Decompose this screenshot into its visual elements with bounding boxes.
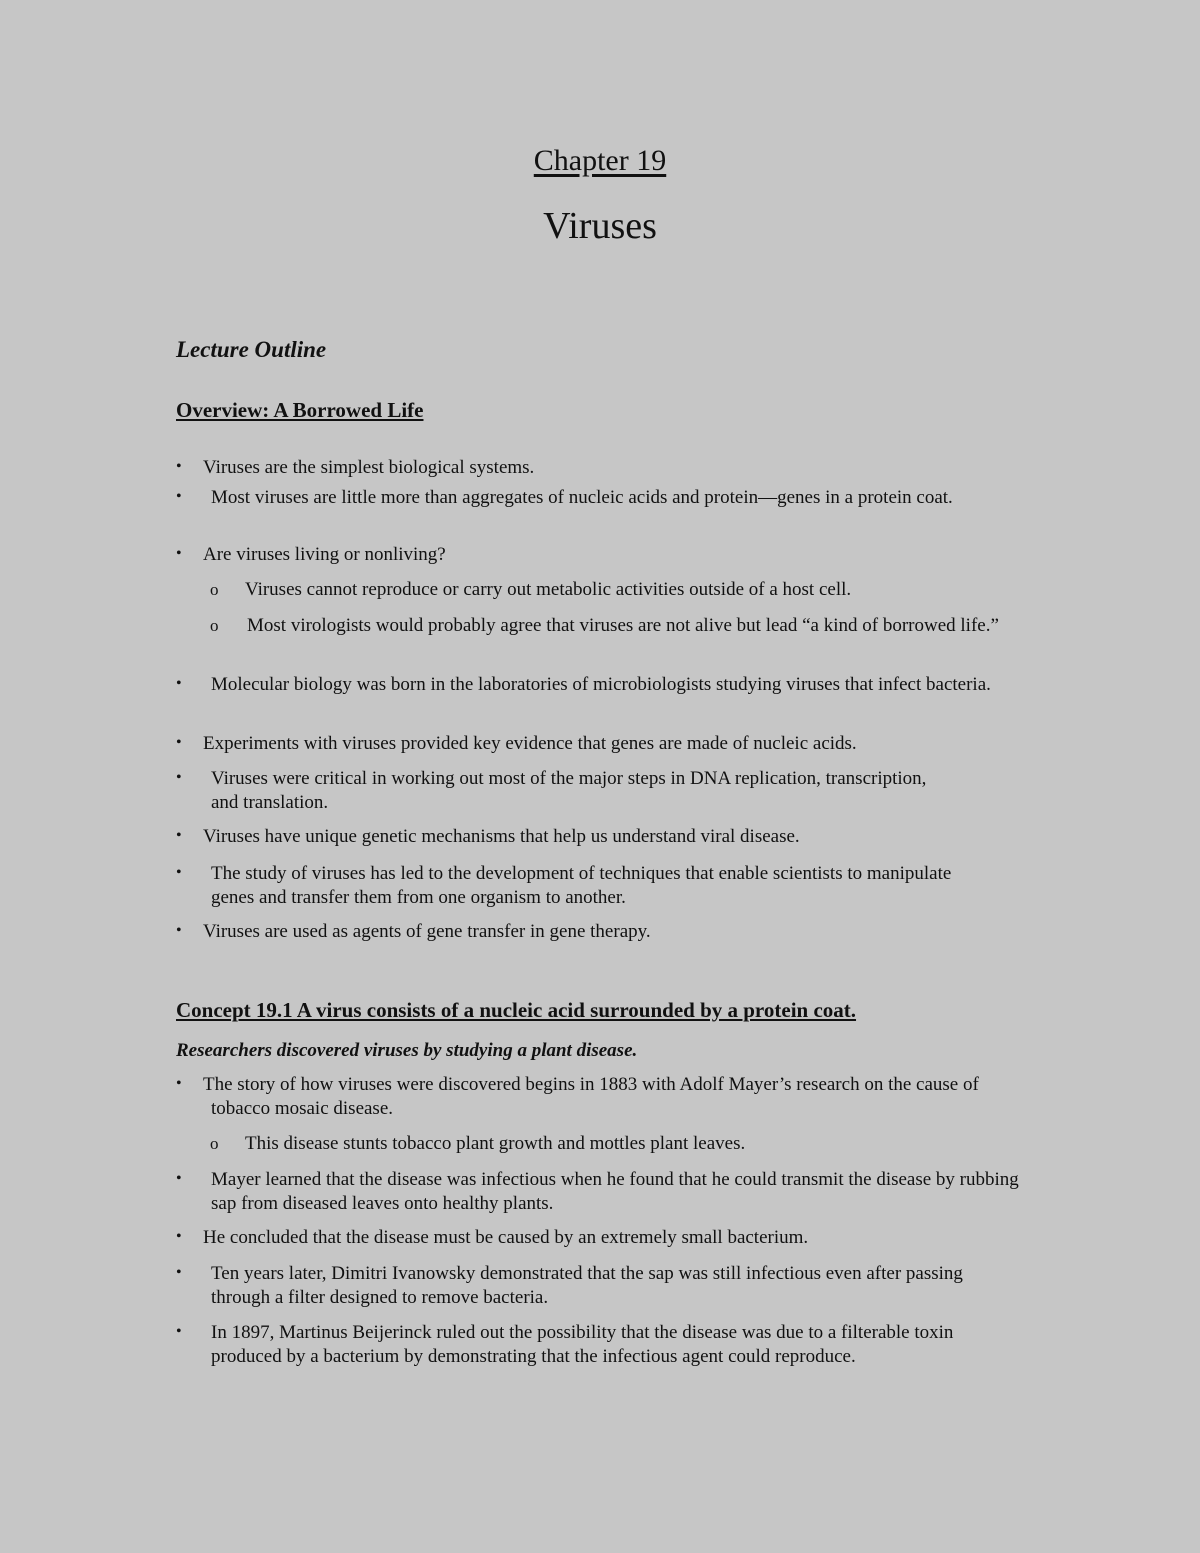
list-item: • In 1897, Martinus Beijerinck ruled out the possibility that the disease was due to a filterable toxin produced by a bacterium by demonstrating that the infectious agent could reproduce. bbox=[176, 1322, 954, 1367]
concept-heading: Concept 19.1 A virus consists of a nucleic acid surrounded by a protein coat. bbox=[176, 998, 857, 1022]
list-item: • The study of viruses has led to the development of techniques that enable scientists to manipulate genes and transfer them from one organism to another. bbox=[176, 863, 952, 908]
list-item: • Mayer learned that the disease was infectious when he found that he could transmit the disease by rubbing sap from diseased leaves onto healthy plants. bbox=[176, 1169, 1019, 1214]
concept-subheading: Researchers discovered viruses by studying a plant disease. bbox=[176, 1040, 638, 1061]
bullet-icon: • bbox=[176, 1264, 182, 1281]
bullet-icon: • bbox=[176, 734, 182, 751]
overview-heading: Overview: A Borrowed Life bbox=[176, 398, 424, 422]
list-item: • Viruses are used as agents of gene transfer in gene therapy. bbox=[176, 921, 651, 942]
list-item: • Experiments with viruses provided key evidence that genes are made of nucleic acids. bbox=[176, 733, 857, 754]
bullet-icon: • bbox=[176, 458, 182, 475]
list-item: • Molecular biology was born in the laboratories of microbiologists studying viruses that infect bacteria. bbox=[176, 674, 991, 695]
circle-bullet-icon: o bbox=[210, 1134, 219, 1153]
page-title: Viruses bbox=[543, 205, 657, 247]
list-item: • Viruses were critical in working out most of the major steps in DNA replication, transcription, and translation. bbox=[176, 768, 927, 813]
bullet-icon: • bbox=[176, 864, 182, 881]
circle-bullet-icon: o bbox=[210, 580, 219, 599]
list-item: • Are viruses living or nonliving? bbox=[176, 544, 446, 565]
list-item: • He concluded that the disease must be caused by an extremely small bacterium. bbox=[176, 1227, 809, 1248]
bullet-icon: • bbox=[176, 922, 182, 939]
sub-list-item: o Viruses cannot reproduce or carry out metabolic activities outside of a host cell. bbox=[210, 579, 852, 600]
chapter-number: Chapter 19 bbox=[533, 144, 667, 177]
list-item: • Viruses have unique genetic mechanisms that help us understand viral disease. bbox=[176, 826, 800, 847]
circle-bullet-icon: o bbox=[210, 616, 219, 635]
bullet-icon: • bbox=[176, 675, 182, 692]
bullet-icon: • bbox=[176, 1075, 182, 1092]
bullet-icon: • bbox=[176, 1323, 182, 1340]
bullet-icon: • bbox=[176, 769, 182, 786]
bullet-icon: • bbox=[176, 545, 182, 562]
list-item: • The story of how viruses were discovered begins in 1883 with Adolf Mayer’s research on the cause of tobacco mosaic disease. bbox=[176, 1074, 979, 1119]
bullet-icon: • bbox=[176, 1170, 182, 1187]
lecture-outline-label: Lecture Outline bbox=[176, 337, 327, 362]
bullet-icon: • bbox=[176, 1228, 182, 1245]
sub-list-item: o This disease stunts tobacco plant growth and mottles plant leaves. bbox=[210, 1133, 746, 1154]
list-item: • Ten years later, Dimitri Ivanowsky demonstrated that the sap was still infectious even after passing through a filter designed to remove bacteria. bbox=[176, 1263, 963, 1308]
sub-list-item: o Most virologists would probably agree that viruses are not alive but lead “a kind of borrowed life.” bbox=[210, 615, 999, 636]
bullet-icon: • bbox=[176, 488, 182, 505]
bullet-icon: • bbox=[176, 827, 182, 844]
list-item: • Viruses are the simplest biological systems. bbox=[176, 457, 535, 478]
list-item: • Most viruses are little more than aggregates of nucleic acids and protein—genes in a protein coat. bbox=[176, 487, 953, 508]
